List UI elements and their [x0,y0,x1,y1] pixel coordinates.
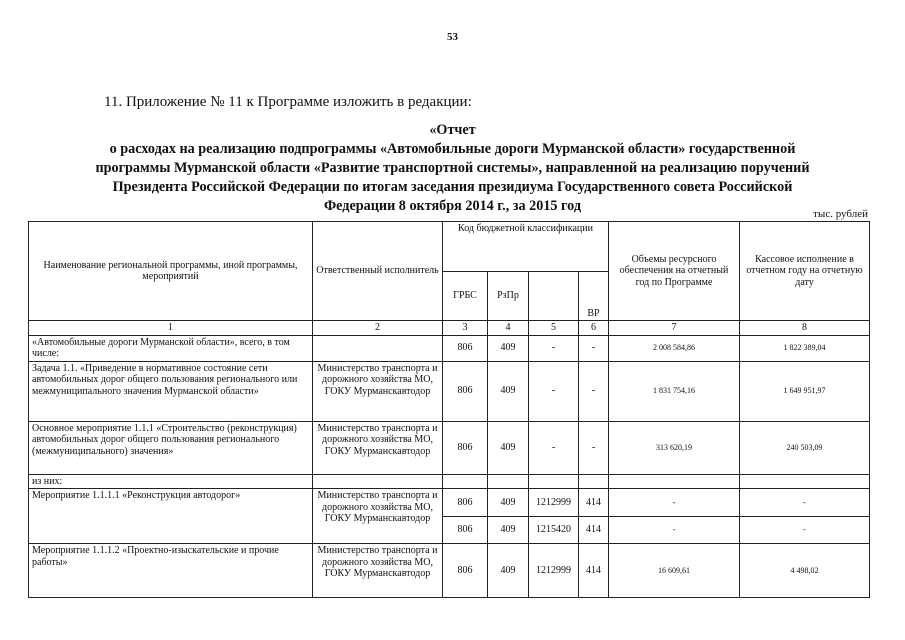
column-number: 4 [488,321,529,336]
row-vr: 414 [579,489,609,517]
row-rzpr: 409 [488,517,529,544]
row-rzpr: 409 [488,421,529,474]
unit-label: тыс. рублей [813,208,868,220]
row-name: «Автомобильные дороги Мурманской области», всего, в том числе: [29,335,313,361]
row-rzpr: 409 [488,489,529,517]
row-planned: - [609,517,740,544]
row-vr: - [579,421,609,474]
table-row-of-them [29,474,870,489]
row-planned: - [609,489,740,517]
row-executor: Министерство транспорта и дорожного хозяйства МО, ГОКУ Мурманскавтодор [313,544,443,598]
column-number: 2 [313,321,443,336]
row-rzpr: 409 [488,544,529,598]
row-name: из них: [29,474,313,489]
table-row-total [29,335,870,361]
empty-cell [609,474,740,489]
header-row [29,222,870,272]
report-table [28,221,870,598]
row-executor: Министерство транспорта и дорожного хозяйства МО, ГОКУ Мурманскавтодор [313,361,443,421]
row-vr: 414 [579,517,609,544]
row-csr: - [529,335,579,361]
table-row-m1 [29,489,870,517]
row-csr: 1212999 [529,489,579,517]
row-name: Основное мероприятие 1.1.1 «Строительство (реконструкция) автомобильных дорог общего пользования регионального (межмуниципального) значения» [29,421,313,474]
row-planned: 16 609,61 [609,544,740,598]
row-name: Мероприятие 1.1.1.2 «Проектно-изыскательские и прочие работы» [29,544,313,598]
title-line: Президента Российской Федерации по итогам заседания президиума Государственного совета Российской [112,179,793,195]
row-vr: - [579,361,609,421]
row-grbs: 806 [443,489,488,517]
column-number: 7 [609,321,740,336]
empty-cell [529,474,579,489]
row-csr: - [529,361,579,421]
title-line: программы Мурманской области «Развитие транспортной системы», направленной на реализацию поручений [95,160,810,176]
row-rzpr: 409 [488,361,529,421]
row-vr: 414 [579,544,609,598]
row-executed: 4 498,02 [740,544,870,598]
header-name: Наименование региональной программы, иной программы, мероприятий [29,222,313,321]
column-number: 3 [443,321,488,336]
header-executed: Кассовое исполнение в отчетном году на отчетную дату [740,222,870,321]
report-title [0,121,905,216]
empty-cell [313,474,443,489]
row-executed: 1 649 951,97 [740,361,870,421]
header-rzpr: РзПр [488,272,529,321]
row-executor: Министерство транспорта и дорожного хозяйства МО, ГОКУ Мурманскавтодор [313,489,443,544]
row-grbs: 806 [443,335,488,361]
empty-cell [740,474,870,489]
header-planned: Объемы ресурсного обеспечения на отчетный год по Программе [609,222,740,321]
column-number: 6 [579,321,609,336]
empty-cell [579,474,609,489]
table-row-task [29,361,870,421]
header-grbs: ГРБС [443,272,488,321]
row-executor [313,335,443,361]
row-planned: 313 620,19 [609,421,740,474]
row-grbs: 806 [443,421,488,474]
header-csr [529,272,579,321]
row-csr: 1215420 [529,517,579,544]
header-executor: Ответственный исполнитель [313,222,443,321]
empty-cell [443,474,488,489]
row-grbs: 806 [443,361,488,421]
column-number: 8 [740,321,870,336]
row-name: Задача 1.1. «Приведение в нормативное состояние сети автомобильных дорог общего пользования регионального или межмуниципального значения Мурманской области» [29,361,313,421]
title-line: о расходах на реализацию подпрограммы «Автомобильные дороги Мурманской области» государственной [109,141,796,157]
table-row-m2 [29,544,870,598]
row-grbs: 806 [443,544,488,598]
row-executed: 1 822 389,04 [740,335,870,361]
column-number: 1 [29,321,313,336]
row-csr: 1212999 [529,544,579,598]
row-executed: - [740,489,870,517]
page-number: 53 [447,31,458,43]
empty-cell [488,474,529,489]
row-grbs: 806 [443,517,488,544]
row-executed: 240 503,09 [740,421,870,474]
row-csr: - [529,421,579,474]
row-executed: - [740,517,870,544]
title-line: «Отчет [429,122,476,138]
intro-text: 11. Приложение № 11 к Программе изложить в редакции: [104,94,472,110]
header-vr: ВР [579,272,609,321]
row-executor: Министерство транспорта и дорожного хозяйства МО, ГОКУ Мурманскавтодор [313,421,443,474]
table-row-main [29,421,870,474]
header-budget-code: Код бюджетной классификации [443,222,609,272]
column-number: 5 [529,321,579,336]
row-planned: 2 008 584,86 [609,335,740,361]
row-planned: 1 831 754,16 [609,361,740,421]
title-line: Федерации 8 октября 2014 г., за 2015 год [323,198,581,214]
row-vr: - [579,335,609,361]
row-rzpr: 409 [488,335,529,361]
column-numbers-row [29,321,870,336]
row-name: Мероприятие 1.1.1.1 «Реконструкция автодорог» [29,489,313,544]
